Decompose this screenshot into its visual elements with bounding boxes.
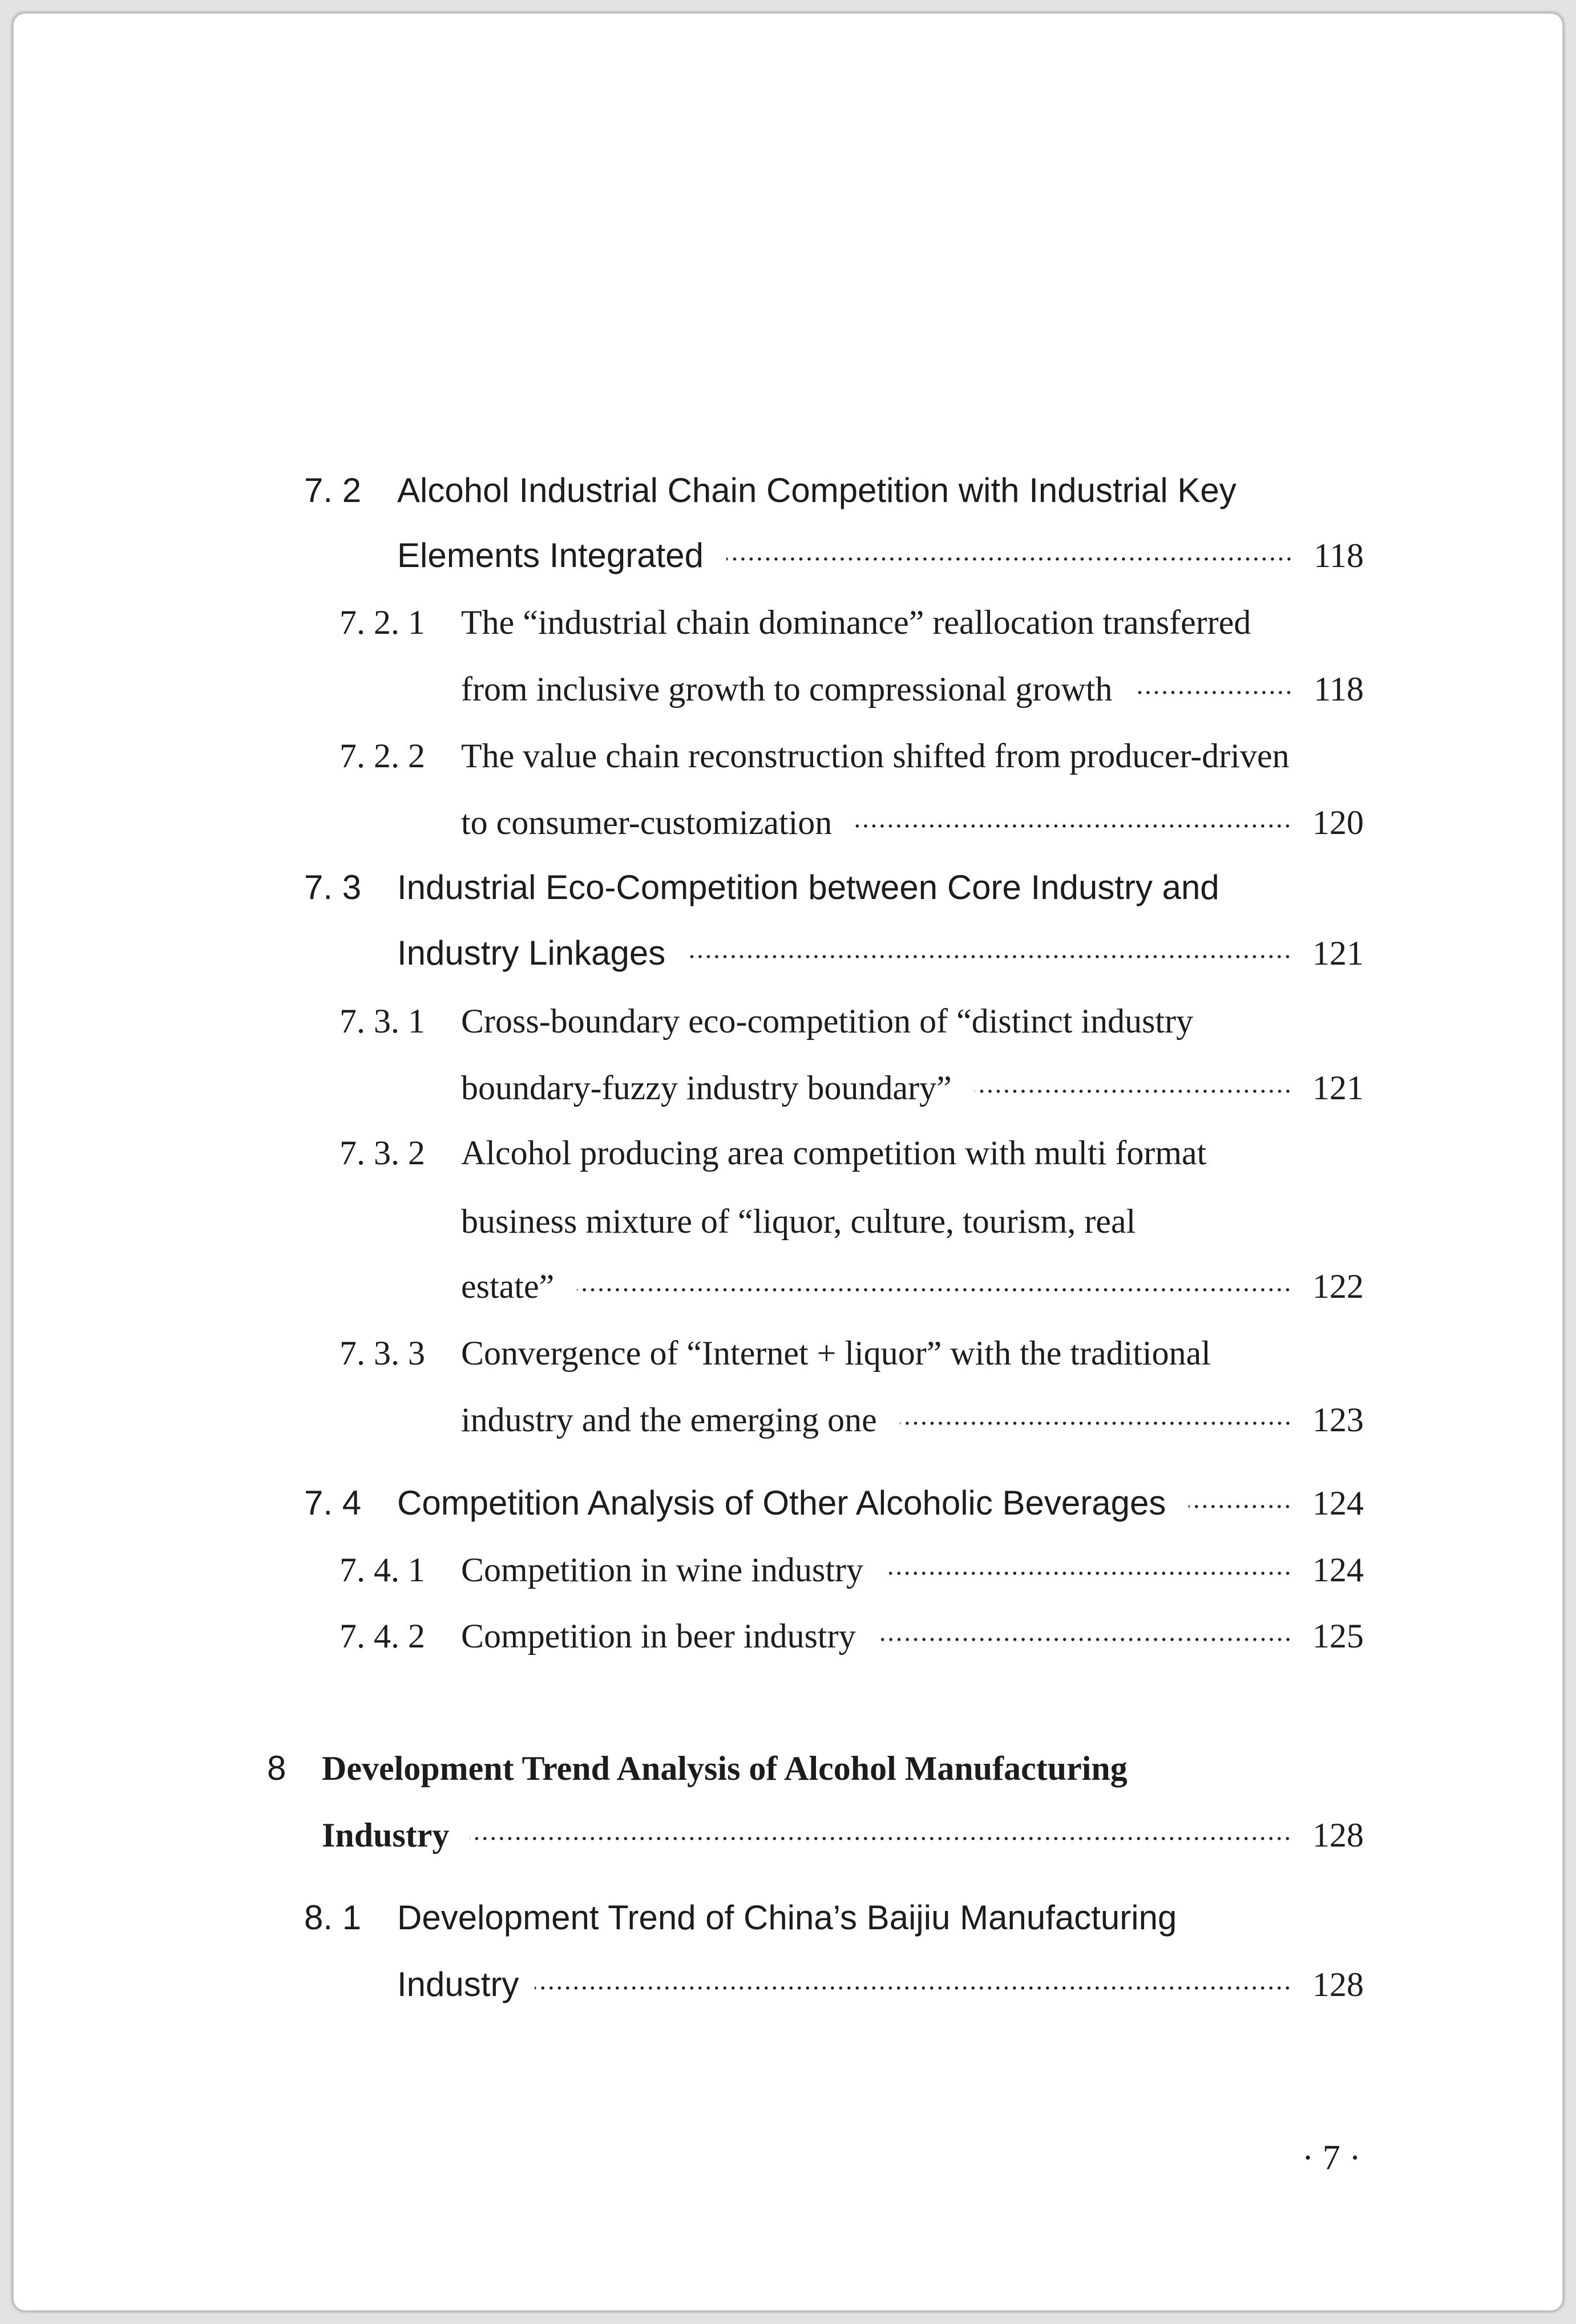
chapter-number: 8 [267, 1749, 286, 1787]
title-text: business mixture of “liquor, culture, tourism, real [461, 1203, 1136, 1240]
title-text: from inclusive growth to compressional growth [461, 670, 1113, 708]
dot-leader [726, 531, 1293, 581]
title-text: Development Trend Analysis of Alcohol Manufacturing [322, 1750, 1128, 1787]
dot-leader [1135, 664, 1293, 714]
subsection-title-line [461, 1196, 1135, 1246]
dot-leader [879, 1611, 1292, 1661]
title-text: Convergence of “Internet + liquor” with the traditional [461, 1334, 1211, 1372]
subsection-title-line [461, 1395, 1364, 1445]
page-ref: 121 [1312, 934, 1364, 972]
dot-leader [470, 1810, 1292, 1860]
section-title-line [397, 531, 1364, 581]
section-title-line [397, 928, 1364, 978]
title-text: Development Trend of China’s Baijiu Manufacturing [397, 1898, 1177, 1937]
subsection-number: 7. 4. 1 [340, 1551, 425, 1589]
subsection-number: 7. 3. 3 [340, 1334, 425, 1372]
subsection-title-line [461, 664, 1364, 714]
title-text: Competition in beer industry [461, 1617, 856, 1655]
title-text: Industry [322, 1816, 450, 1854]
title-text: to consumer-customization [461, 804, 833, 841]
subsection-number: 7. 2. 2 [340, 737, 425, 775]
title-text: Alcohol producing area competition with multi format [461, 1134, 1207, 1172]
page-ref: 118 [1314, 537, 1364, 574]
dot-leader [577, 1261, 1292, 1311]
subsection-number: 7. 4. 2 [340, 1617, 425, 1655]
subsection-title-line [461, 597, 1251, 647]
section-title-line [397, 1478, 1364, 1528]
title-text: The value chain reconstruction shifted from producer-driven [461, 737, 1290, 775]
folio-page-number: · 7 · [1302, 2139, 1361, 2177]
chapter-title-line [322, 1743, 1128, 1793]
subsection-title-line [461, 1545, 1364, 1595]
title-text: Competition Analysis of Other Alcoholic Beverages [397, 1484, 1166, 1522]
section-number: 7. 3 [304, 868, 362, 906]
title-text: Industry Linkages [397, 934, 666, 972]
page-ref: 124 [1312, 1551, 1364, 1589]
title-text: boundary-fuzzy industry boundary” [461, 1069, 952, 1107]
dot-leader [855, 797, 1292, 848]
subsection-number: 7. 2. 1 [340, 604, 425, 641]
page-ref: 124 [1312, 1484, 1364, 1522]
subsection-title-line [461, 1611, 1364, 1661]
page-ref: 122 [1312, 1268, 1364, 1305]
section-number: 8. 1 [304, 1898, 362, 1937]
title-text: estate” [461, 1268, 555, 1305]
subsection-title-line [461, 996, 1193, 1046]
subsection-title-line [461, 1261, 1364, 1311]
dot-leader [975, 1063, 1292, 1113]
dot-leader [688, 928, 1292, 978]
page-ref: 121 [1312, 1069, 1364, 1107]
section-number: 7. 4 [304, 1484, 362, 1522]
page-ref: 128 [1312, 1966, 1364, 2003]
page-ref: 125 [1312, 1617, 1364, 1655]
page-ref: 118 [1314, 670, 1364, 708]
page-ref: 123 [1312, 1401, 1364, 1439]
section-title-line [397, 863, 1219, 913]
section-title-line [397, 465, 1236, 516]
title-text: Industry [397, 1965, 519, 2003]
title-text: The “industrial chain dominance” reallocation transferred [461, 604, 1251, 641]
subsection-number: 7. 3. 1 [340, 1002, 425, 1040]
title-text: Alcohol Industrial Chain Competition with Industrial Key [397, 471, 1236, 509]
page-ref: 128 [1312, 1816, 1364, 1854]
dot-leader [1189, 1478, 1292, 1528]
page-ref: 120 [1312, 804, 1364, 841]
chapter-title-line [322, 1810, 1364, 1860]
dot-leader [886, 1545, 1292, 1595]
title-text: industry and the emerging one [461, 1401, 877, 1439]
title-text: Industrial Eco-Competition between Core Industry and [397, 868, 1219, 906]
dot-leader [535, 1959, 1292, 2010]
dot-leader [900, 1395, 1292, 1445]
section-number: 7. 2 [304, 471, 362, 509]
title-text: Elements Integrated [397, 536, 704, 574]
subsection-title-line [461, 1328, 1211, 1378]
subsection-title-line [461, 1063, 1364, 1113]
section-title-line [397, 1959, 1364, 2010]
title-text: Competition in wine industry [461, 1551, 863, 1589]
title-text: Cross-boundary eco-competition of “distinct industry [461, 1002, 1194, 1040]
subsection-title-line [461, 731, 1290, 781]
subsection-number: 7. 3. 2 [340, 1134, 425, 1172]
subsection-title-line [461, 1128, 1206, 1178]
section-title-line [397, 1893, 1177, 1943]
subsection-title-line [461, 797, 1364, 848]
